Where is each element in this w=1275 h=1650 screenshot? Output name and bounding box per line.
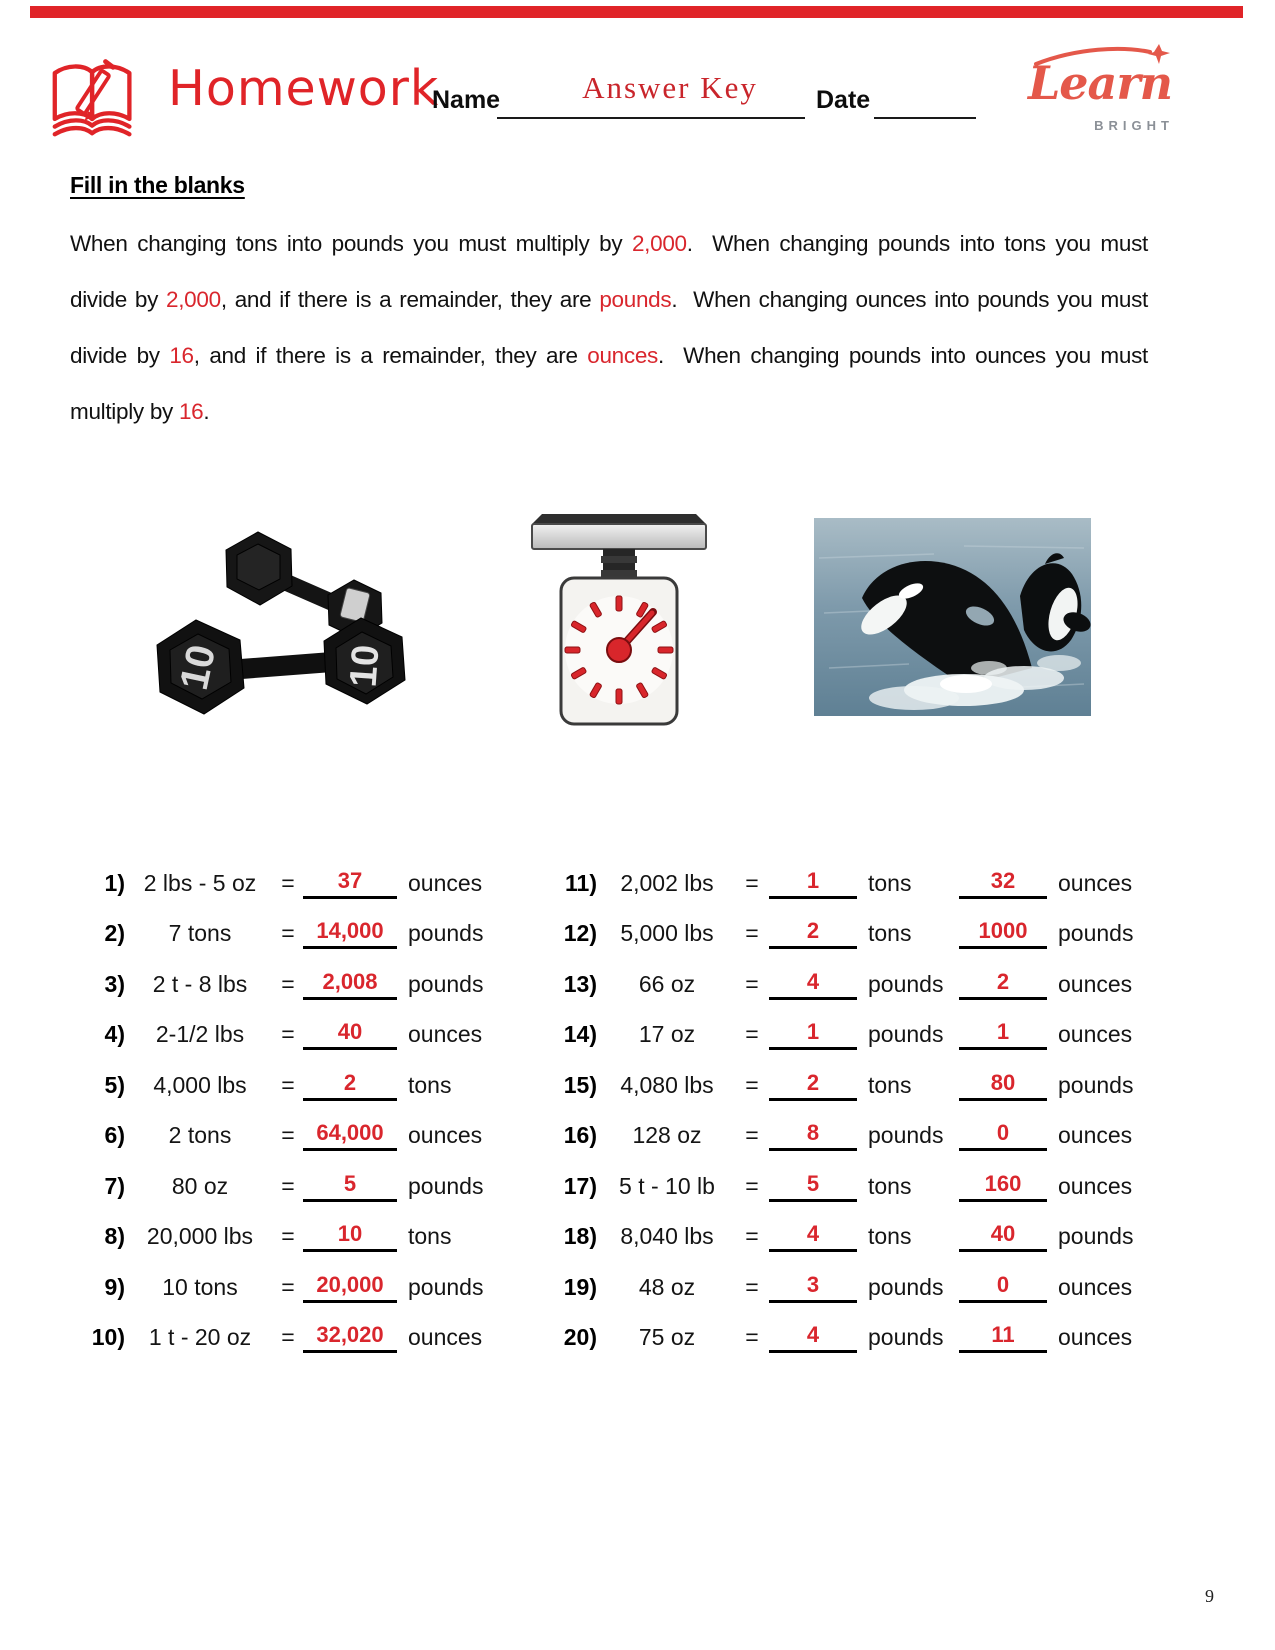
answer-blank: 4 <box>769 1221 857 1252</box>
paragraph-text: . When changing pounds into ounces you must <box>658 343 1148 368</box>
answer-unit: pounds <box>868 1273 944 1300</box>
equals-sign: = <box>745 1122 759 1149</box>
answer-blank: 1000 <box>959 918 1047 949</box>
paragraph-text: divide by <box>70 343 170 368</box>
problem-number: 13) <box>563 970 597 997</box>
page-number: 9 <box>1205 1586 1214 1606</box>
problem-number: 9) <box>104 1273 125 1300</box>
problem-expression: 10 tons <box>162 1273 238 1300</box>
fill-in-answer: 16 <box>178 399 204 424</box>
problem-row <box>85 1313 525 1364</box>
equals-sign: = <box>281 1223 295 1250</box>
equals-sign: = <box>745 1172 759 1199</box>
problem-expression: 2 lbs - 5 oz <box>143 869 257 896</box>
problem-row <box>545 1111 1165 1162</box>
problem-number: 17) <box>563 1172 597 1199</box>
answer-blank: 4 <box>769 1322 857 1353</box>
paragraph-text: . When changing ounces into pounds you must <box>671 287 1148 312</box>
problem-expression: 2 tons <box>168 1122 232 1149</box>
equals-sign: = <box>745 869 759 896</box>
answer-unit: ounces <box>1058 1273 1133 1300</box>
answer-unit: pounds <box>868 1122 944 1149</box>
problems-column-left <box>85 858 525 1363</box>
name-blank-line <box>497 117 805 119</box>
equals-sign: = <box>745 1273 759 1300</box>
problem-row <box>545 1010 1165 1061</box>
paragraph-text: divide by <box>70 287 167 312</box>
problem-row <box>85 959 525 1010</box>
problem-expression: 20,000 lbs <box>146 1223 254 1250</box>
problem-expression: 1 t - 20 oz <box>148 1324 252 1351</box>
answer-blank: 0 <box>959 1272 1047 1303</box>
equals-sign: = <box>745 1021 759 1048</box>
answer-blank: 1 <box>769 868 857 899</box>
equals-sign: = <box>281 1172 295 1199</box>
problem-number: 3) <box>104 970 125 997</box>
problem-row <box>545 959 1165 1010</box>
problem-expression: 75 oz <box>638 1324 696 1351</box>
answer-unit: pounds <box>868 970 944 997</box>
problem-row <box>85 1212 525 1263</box>
problem-number: 5) <box>104 1071 125 1098</box>
answer-blank: 14,000 <box>303 918 397 949</box>
problem-expression: 5 t - 10 lb <box>619 1172 715 1199</box>
problem-row <box>85 1262 525 1313</box>
problem-row <box>85 858 525 909</box>
problem-row <box>545 1161 1165 1212</box>
answer-unit: ounces <box>408 869 483 896</box>
answer-blank: 20,000 <box>303 1272 397 1303</box>
problem-number: 20) <box>563 1324 597 1351</box>
answer-unit: pounds <box>868 1021 944 1048</box>
dumbbells-illustration <box>118 492 430 725</box>
answer-unit: pounds <box>408 1273 484 1300</box>
paragraph-line <box>70 328 1148 384</box>
answer-unit: pounds <box>1058 920 1134 947</box>
problem-row <box>85 1060 525 1111</box>
answer-unit: ounces <box>1058 1172 1133 1199</box>
answer-blank: 2 <box>303 1070 397 1101</box>
equals-sign: = <box>281 869 295 896</box>
problem-expression: 80 oz <box>171 1172 229 1199</box>
problem-expression: 128 oz <box>632 1122 702 1149</box>
answer-unit: pounds <box>408 1172 484 1199</box>
problem-row <box>85 1161 525 1212</box>
name-answer-key: Answer Key <box>582 70 758 105</box>
paragraph-text: . <box>203 399 210 424</box>
problem-number: 1) <box>104 869 125 896</box>
answer-unit: tons <box>408 1071 452 1098</box>
fill-in-answer: 2,000 <box>166 287 221 312</box>
dumbbell-weight-label: 10 <box>171 641 225 694</box>
paragraph-text: multiply by <box>70 399 179 424</box>
equals-sign: = <box>281 920 295 947</box>
fill-in-answer: 2,000 <box>631 231 687 256</box>
problem-number: 7) <box>104 1172 125 1199</box>
answer-blank: 160 <box>959 1171 1047 1202</box>
problem-row <box>85 909 525 960</box>
fill-in-answer: ounces <box>587 343 659 368</box>
answer-blank: 4 <box>769 969 857 1000</box>
problem-expression: 66 oz <box>638 970 696 997</box>
equals-sign: = <box>745 1324 759 1351</box>
logo-learn-text: Learn <box>1027 56 1173 110</box>
answer-unit: tons <box>868 869 912 896</box>
paragraph-text: . When changing pounds into tons you must <box>686 231 1148 256</box>
date-blank-line <box>874 117 976 119</box>
answer-unit: pounds <box>1058 1223 1134 1250</box>
problem-expression: 17 oz <box>638 1021 696 1048</box>
problem-expression: 4,000 lbs <box>153 1071 247 1098</box>
problem-expression: 2,002 lbs <box>620 869 714 896</box>
problem-expression: 7 tons <box>168 920 232 947</box>
logo-bright-text: BRIGHT <box>1094 118 1174 133</box>
answer-blank: 2 <box>769 918 857 949</box>
section-heading: Fill in the blanks <box>70 172 245 198</box>
answer-unit: tons <box>868 920 912 947</box>
answer-unit: pounds <box>1058 1071 1134 1098</box>
answer-blank: 5 <box>769 1171 857 1202</box>
answer-unit: ounces <box>1058 1122 1133 1149</box>
problems-column-right <box>545 858 1165 1363</box>
top-accent-bar <box>30 6 1243 18</box>
answer-blank: 5 <box>303 1171 397 1202</box>
learn-bright-logo <box>1024 42 1176 142</box>
answer-unit: tons <box>408 1223 452 1250</box>
problem-expression: 2-1/2 lbs <box>155 1021 245 1048</box>
equals-sign: = <box>281 970 295 997</box>
name-label: Name <box>432 86 501 114</box>
problem-row <box>545 1212 1165 1263</box>
book-pencil-icon <box>46 52 142 145</box>
answer-unit: ounces <box>408 1324 483 1351</box>
kitchen-scale-illustration <box>524 492 714 732</box>
equals-sign: = <box>281 1122 295 1149</box>
answer-unit: ounces <box>408 1122 483 1149</box>
answer-blank: 0 <box>959 1120 1047 1151</box>
answer-blank: 8 <box>769 1120 857 1151</box>
problem-number: 6) <box>104 1122 125 1149</box>
equals-sign: = <box>745 1071 759 1098</box>
answer-unit: ounces <box>408 1021 483 1048</box>
problem-expression: 48 oz <box>638 1273 696 1300</box>
problem-row <box>545 909 1165 960</box>
problem-row <box>545 1262 1165 1313</box>
paragraph-text: , and if there is a remainder, they are <box>220 287 600 312</box>
fill-in-answer: 16 <box>169 343 194 368</box>
answer-blank: 2 <box>959 969 1047 1000</box>
problem-number: 18) <box>563 1223 597 1250</box>
paragraph-text: , and if there is a remainder, they are <box>193 343 588 368</box>
problem-row <box>545 1313 1165 1364</box>
problem-row <box>85 1111 525 1162</box>
paragraph-line <box>70 384 1148 440</box>
answer-blank: 37 <box>303 868 397 899</box>
problem-number: 10) <box>91 1324 125 1351</box>
problem-number: 12) <box>563 920 597 947</box>
problem-number: 19) <box>563 1273 597 1300</box>
answer-unit: pounds <box>408 970 484 997</box>
problem-row <box>545 858 1165 909</box>
problem-expression: 2 t - 8 lbs <box>152 970 248 997</box>
answer-blank: 2,008 <box>303 969 397 1000</box>
answer-unit: pounds <box>868 1324 944 1351</box>
dumbbell-weight-label: 10 <box>342 643 388 689</box>
paragraph-text: When changing tons into pounds you must multiply by <box>70 231 632 256</box>
equals-sign: = <box>281 1021 295 1048</box>
answer-blank: 80 <box>959 1070 1047 1101</box>
problem-number: 16) <box>563 1122 597 1149</box>
paragraph-line <box>70 216 1148 272</box>
problem-row <box>85 1010 525 1061</box>
equals-sign: = <box>745 920 759 947</box>
answer-unit: ounces <box>1058 1021 1133 1048</box>
paragraph-line <box>70 272 1148 328</box>
problem-number: 11) <box>565 869 597 896</box>
problem-number: 15) <box>563 1071 597 1098</box>
answer-blank: 3 <box>769 1272 857 1303</box>
answer-blank: 32 <box>959 868 1047 899</box>
equals-sign: = <box>281 1071 295 1098</box>
answer-blank: 11 <box>959 1322 1047 1353</box>
problem-expression: 4,080 lbs <box>620 1071 714 1098</box>
date-label: Date <box>816 86 871 114</box>
answer-unit: tons <box>868 1071 912 1098</box>
answer-unit: pounds <box>408 920 484 947</box>
answer-blank: 64,000 <box>303 1120 397 1151</box>
answer-blank: 1 <box>769 1019 857 1050</box>
answer-blank: 10 <box>303 1221 397 1252</box>
answer-unit: ounces <box>1058 970 1133 997</box>
answer-unit: tons <box>868 1172 912 1199</box>
problem-expression: 8,040 lbs <box>620 1223 714 1250</box>
answer-blank: 40 <box>959 1221 1047 1252</box>
orca-whales-illustration <box>814 518 1091 721</box>
equals-sign: = <box>281 1273 295 1300</box>
problem-number: 14) <box>563 1021 597 1048</box>
answer-blank: 1 <box>959 1019 1047 1050</box>
answer-blank: 32,020 <box>303 1322 397 1353</box>
equals-sign: = <box>745 970 759 997</box>
problem-number: 2) <box>104 920 125 947</box>
answer-unit: ounces <box>1058 869 1133 896</box>
answer-blank: 40 <box>303 1019 397 1050</box>
equals-sign: = <box>281 1324 295 1351</box>
fill-in-paragraph <box>70 216 1148 440</box>
answer-unit: ounces <box>1058 1324 1133 1351</box>
answer-unit: tons <box>868 1223 912 1250</box>
worksheet-type-title: Homework <box>168 60 440 117</box>
fill-in-answer: pounds <box>599 287 672 312</box>
equals-sign: = <box>745 1223 759 1250</box>
problem-expression: 5,000 lbs <box>620 920 714 947</box>
problem-number: 4) <box>104 1021 125 1048</box>
problem-row <box>545 1060 1165 1111</box>
answer-blank: 2 <box>769 1070 857 1101</box>
problem-number: 8) <box>104 1223 125 1250</box>
